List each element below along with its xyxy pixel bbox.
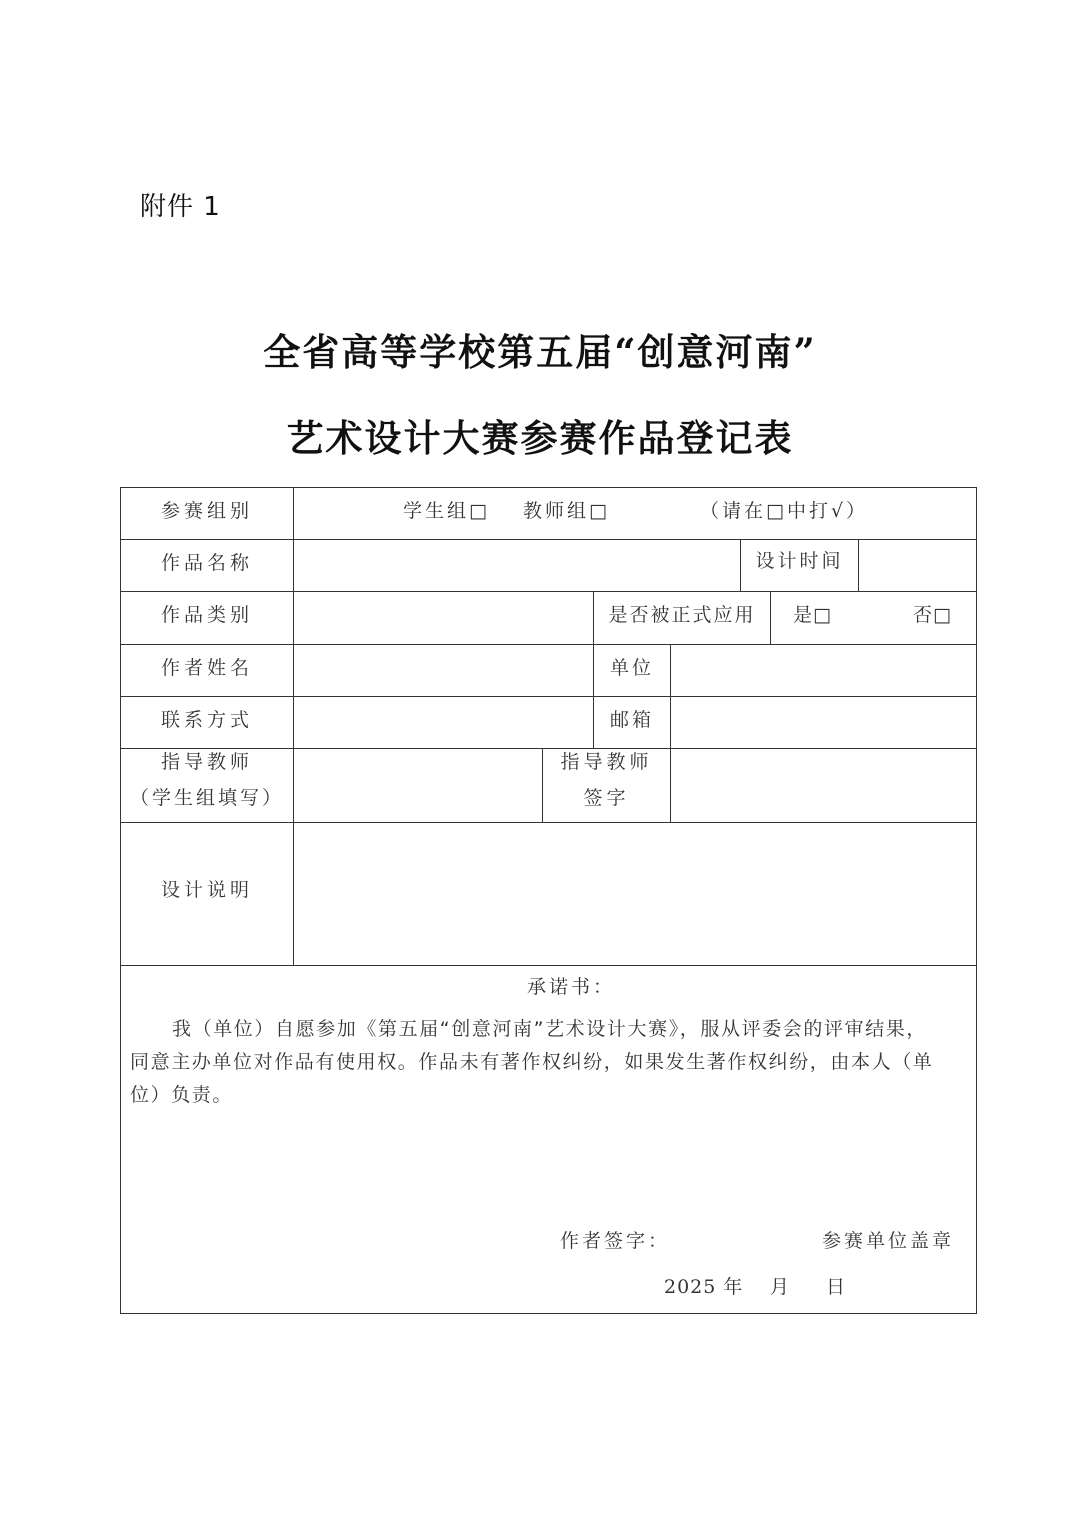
pledge-title: 承诺书： bbox=[527, 976, 616, 998]
description-label: 设计说明 bbox=[160, 879, 253, 901]
group-label-cell bbox=[120, 487, 294, 540]
group-label: 参赛组别 bbox=[160, 500, 253, 522]
author-name-input[interactable] bbox=[293, 644, 594, 697]
email-input[interactable] bbox=[670, 696, 977, 749]
advisor-sign-label-line2: 签字 bbox=[583, 787, 630, 809]
unit-label: 单位 bbox=[609, 657, 654, 679]
unit-input[interactable] bbox=[670, 644, 977, 697]
work-name-label-cell bbox=[120, 539, 294, 592]
page-title-line2: 艺术设计大赛参赛作品登记表 bbox=[286, 416, 794, 460]
attachment-label: 附件 1 bbox=[140, 192, 221, 222]
work-name-label: 作品名称 bbox=[160, 552, 253, 574]
contact-label: 联系方式 bbox=[160, 709, 253, 731]
advisor-label-line1: 指导教师 bbox=[160, 751, 253, 773]
pledge-text-line1: 我（单位）自愿参加《第五届“创意河南”艺术设计大赛》，服从评委会的评审结果， bbox=[172, 1018, 927, 1040]
advisor-sign-input[interactable] bbox=[670, 748, 977, 823]
author-name-label: 作者姓名 bbox=[160, 657, 253, 679]
applied-label-cell bbox=[593, 591, 771, 645]
date-month: 月 bbox=[770, 1276, 794, 1298]
unit-seal-label: 参赛单位盖章 bbox=[822, 1230, 955, 1252]
applied-options-cell bbox=[770, 591, 977, 645]
description-label-cell bbox=[120, 822, 294, 966]
pledge-text-line3: 位）负责。 bbox=[130, 1084, 234, 1106]
description-input[interactable] bbox=[293, 822, 977, 966]
advisor-input[interactable] bbox=[293, 748, 543, 823]
applied-yes-checkbox[interactable]: 是□ bbox=[793, 604, 832, 626]
advisor-sign-label-line1: 指导教师 bbox=[560, 751, 653, 773]
author-name-label-cell bbox=[120, 644, 294, 697]
contact-input[interactable] bbox=[293, 696, 594, 749]
unit-label-cell bbox=[593, 644, 671, 697]
applied-no-checkbox[interactable]: 否□ bbox=[913, 604, 952, 626]
email-label-cell bbox=[593, 696, 671, 749]
contact-label-cell bbox=[120, 696, 294, 749]
group-options-cell bbox=[293, 487, 977, 540]
email-label: 邮箱 bbox=[609, 709, 654, 731]
design-time-label-cell bbox=[740, 539, 859, 592]
work-name-input[interactable] bbox=[293, 539, 741, 592]
pledge-text-line2: 同意主办单位对作品有使用权。作品未有著作权纠纷，如果发生著作权纠纷，由本人（单 bbox=[130, 1051, 934, 1073]
advisor-sign-label-cell bbox=[542, 748, 671, 823]
page-title-line1: 全省高等学校第五届“创意河南” bbox=[263, 330, 817, 374]
advisor-label-line2: （学生组填写） bbox=[129, 787, 284, 809]
work-category-label: 作品类别 bbox=[160, 604, 253, 626]
applied-label: 是否被正式应用 bbox=[608, 604, 756, 626]
work-category-label-cell bbox=[120, 591, 294, 645]
group-option-student-checkbox[interactable]: 学生组□ bbox=[403, 500, 490, 522]
work-category-input[interactable] bbox=[293, 591, 594, 645]
design-time-label: 设计时间 bbox=[755, 550, 844, 572]
date-day: 日 bbox=[826, 1276, 850, 1298]
design-time-input[interactable] bbox=[858, 539, 977, 592]
author-signature-label: 作者签字： bbox=[560, 1230, 671, 1252]
date-year: 2025 年 bbox=[664, 1276, 744, 1298]
group-option-teacher-checkbox[interactable]: 教师组□ bbox=[523, 500, 610, 522]
group-hint: （请在□中打√） bbox=[700, 500, 869, 522]
advisor-label-cell bbox=[120, 748, 294, 823]
